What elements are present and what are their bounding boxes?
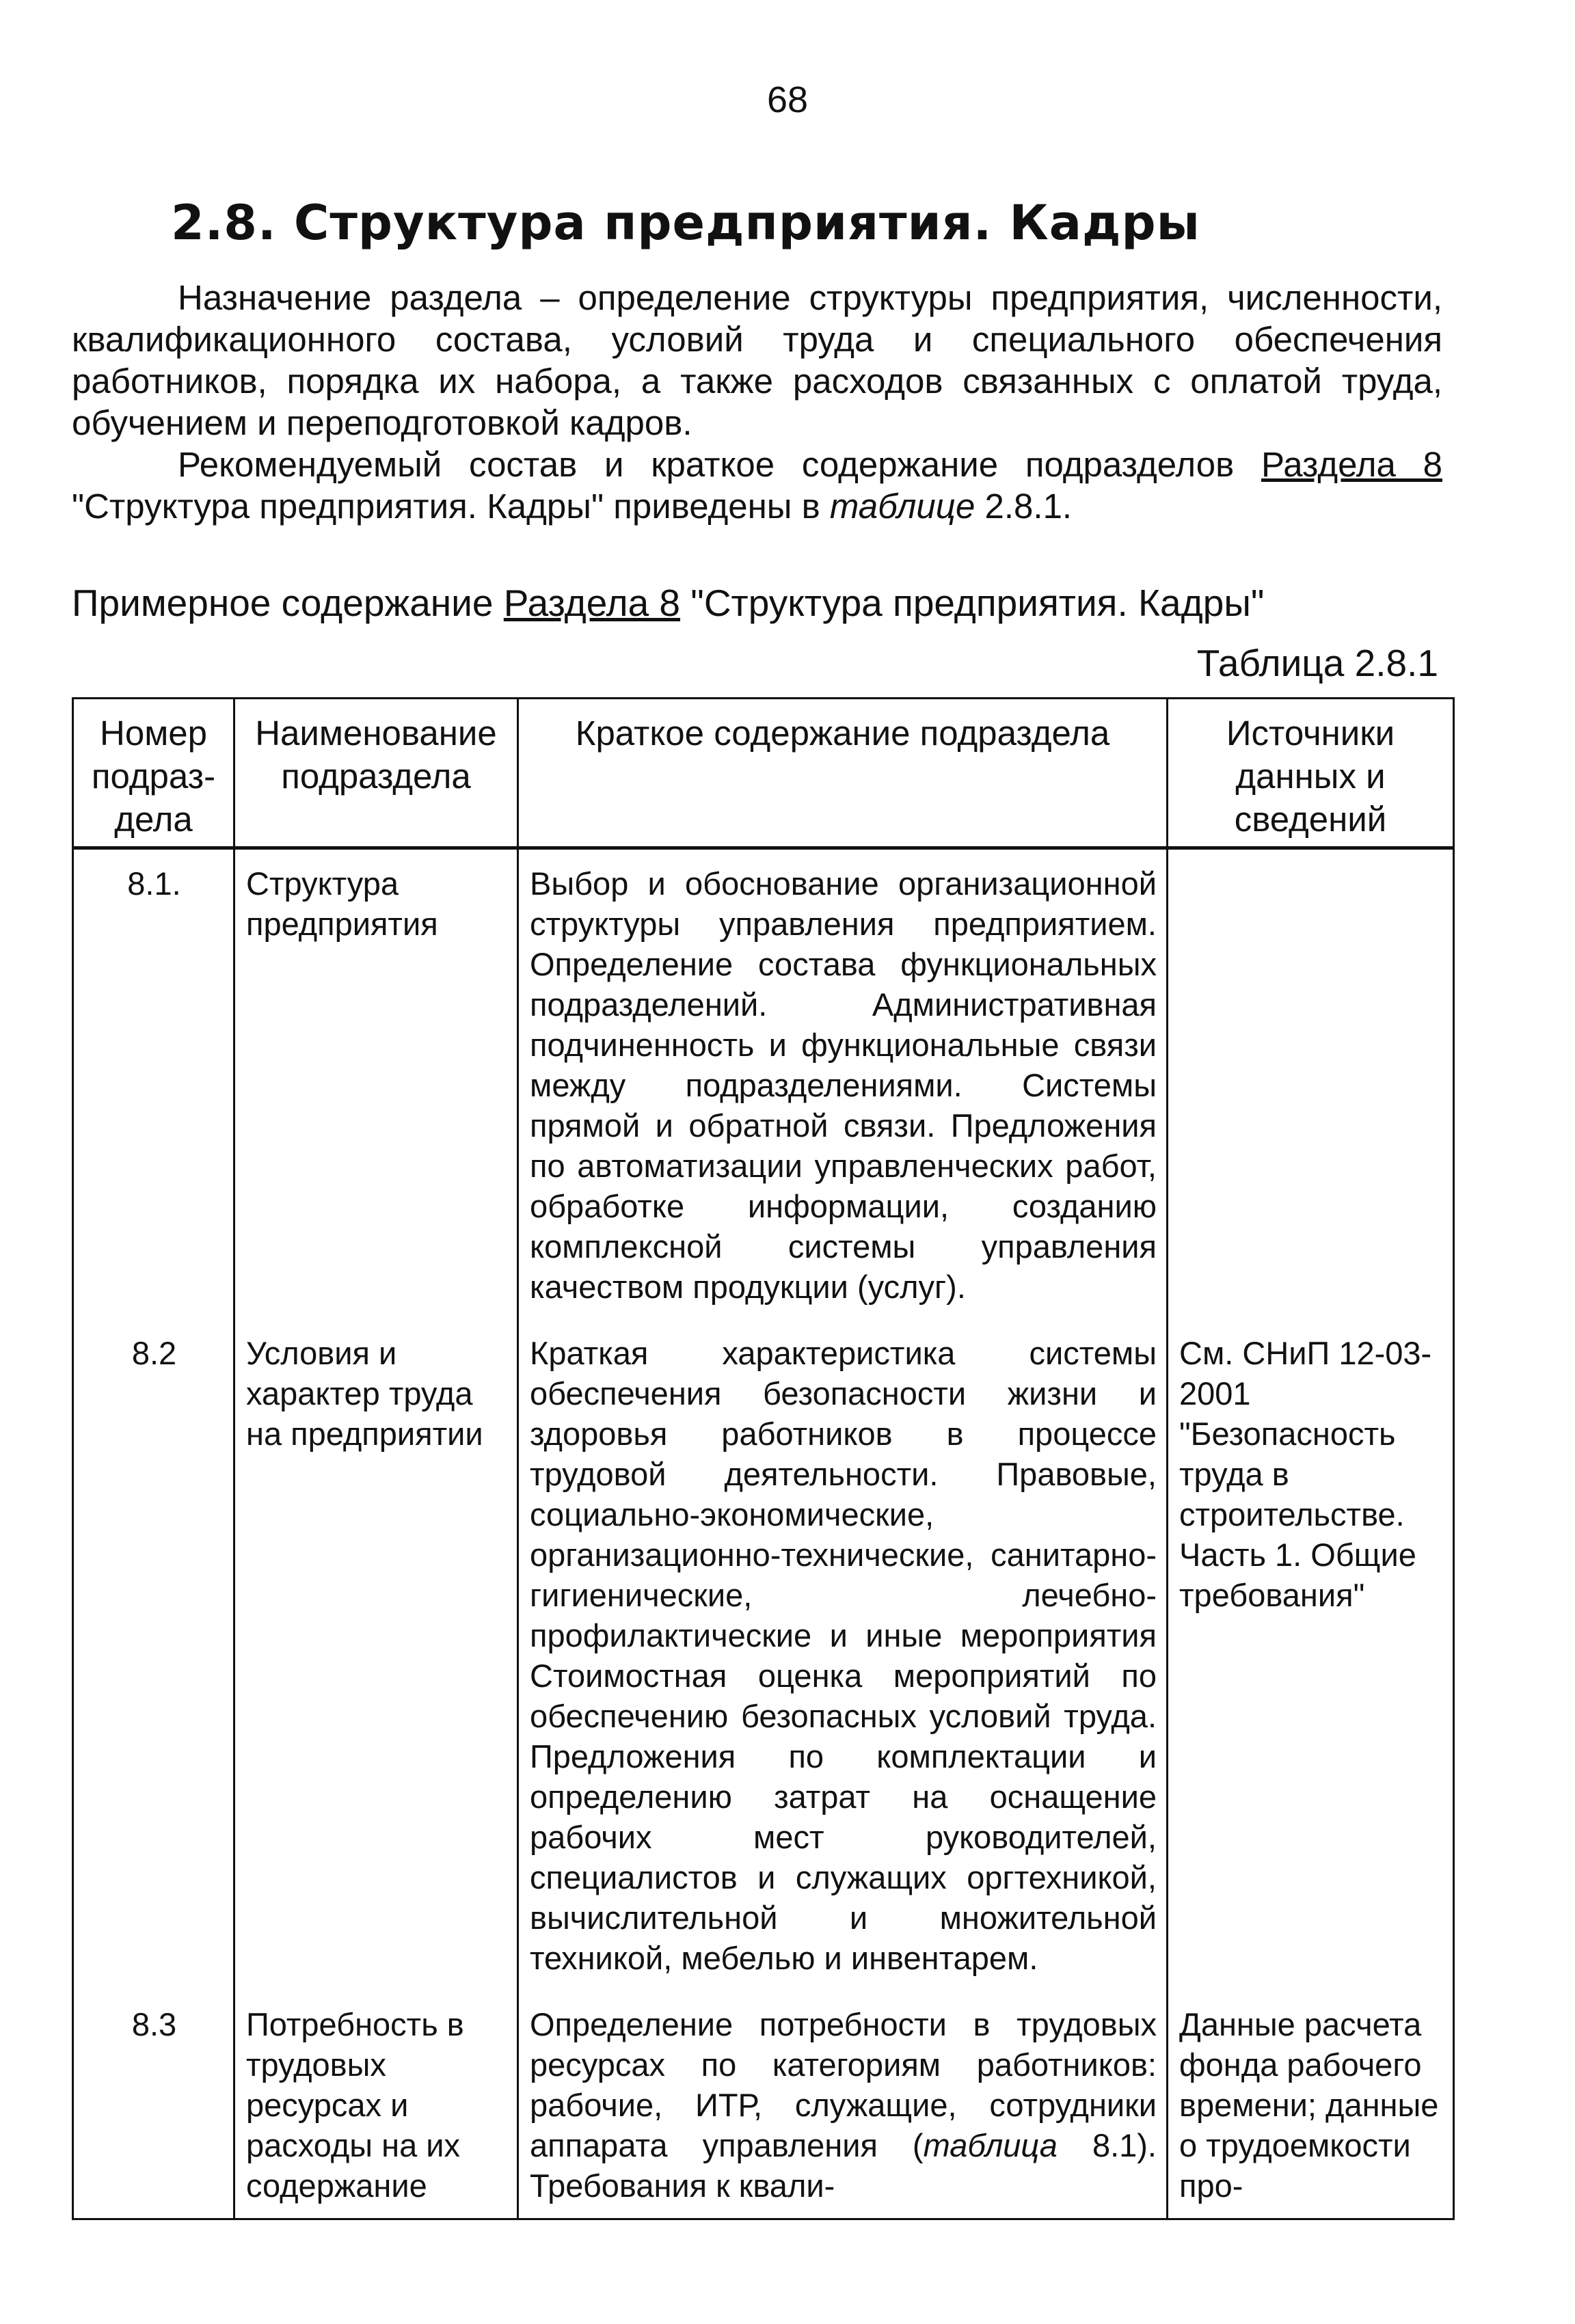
caption-section-link: Раздела 8: [503, 582, 681, 624]
table-row: [73, 848, 1454, 1320]
row-content: Краткая характеристика системы обеспечения безопасности жизни и здоровья работников в процессе трудовой деятельности. Правовые, социально-экономические, организационно-технические, санитарно-гигиенические, лечебно-профилактические и иные мероприятия Стоимостная оценка мероприятий по обеспечению безопасных условий труда. Предложения по комплектации и определению затрат на оснащение рабочих мест руководителей, специалистов и служащих оргтехникой, вычислительной и множительной техникой, мебелью и инвентарем.: [518, 1319, 1168, 1990]
header-content: Краткое содержание подраздела: [518, 699, 1168, 848]
row-name: Условия и характер труда на предприятии: [234, 1319, 518, 1990]
header-number: Номер подраз-дела: [73, 699, 234, 848]
row-name: Потребность в трудовых ресурсах и расходы на их содержание: [234, 1990, 518, 2219]
table-row: [73, 1990, 1454, 2219]
row-content-text-end: 8.1). Требования к квали-: [530, 2127, 1157, 2204]
row-name: Структура предприятия: [234, 848, 518, 1320]
header-sources: Источники данных и сведений: [1168, 699, 1454, 848]
table-reference: таблице: [829, 487, 975, 526]
table-header-row: [73, 699, 1454, 848]
row-sources: Данные расчета фонда рабочего времени; данные о трудоемкости про-: [1168, 1990, 1454, 2219]
row-content-text: Определение потребности в трудовых ресурсах по категориям работников: рабочие, ИТР, служащие, сотрудники аппарата управления (: [530, 2006, 1157, 2163]
row-content: [518, 1990, 1168, 2219]
intro-paragraph-2: [72, 444, 1442, 527]
intro-p2-text: Рекомендуемый состав и краткое содержание подразделов: [178, 445, 1261, 484]
row-sources: См. СНиП 12-03-2001 "Безопасность труда в строительстве. Часть 1. Общие требования": [1168, 1319, 1454, 1990]
row-number: 8.3: [73, 1990, 234, 2219]
table-label: Таблица 2.8.1: [1196, 642, 1438, 684]
table-row: [73, 1319, 1454, 1990]
row-number: 8.2: [73, 1319, 234, 1990]
row-content-italic: таблица: [923, 2127, 1058, 2163]
intro-text: [72, 277, 1442, 527]
table-caption: [72, 581, 1264, 625]
content-table: [72, 697, 1455, 2220]
section-title: 2.8. Структура предприятия. Кадры: [171, 195, 1200, 251]
section-8-link: Раздела 8: [1261, 445, 1442, 484]
row-number: 8.1.: [73, 848, 234, 1320]
intro-paragraph-1: Назначение раздела – определение структуры предприятия, численности, квалификационного состава, условий труда и специального обеспечения работников, порядка их набора, а также расходов связанных с оплатой труда, обучением и переподготовкой кадров.: [72, 278, 1442, 442]
row-content: Выбор и обоснование организационной структуры управления предприятием. Определение состава функциональных подразделений. Административная подчиненность и функциональные связи между подразделениями. Системы прямой и обратной связи. Предложения по автоматизации управленческих работ, обработке информации, созданию комплексной системы управления качеством продукции (услуг).: [518, 848, 1168, 1320]
row-sources: [1168, 848, 1454, 1320]
page-number: 68: [766, 79, 809, 120]
caption-text-end: "Структура предприятия. Кадры": [680, 582, 1265, 624]
intro-p2-text-end: 2.8.1.: [975, 487, 1073, 526]
intro-p2-text-middle: "Структура предприятия. Кадры" приведены в: [72, 487, 830, 526]
header-name: Наименование подраздела: [234, 699, 518, 848]
caption-text: Примерное содержание: [72, 582, 504, 624]
